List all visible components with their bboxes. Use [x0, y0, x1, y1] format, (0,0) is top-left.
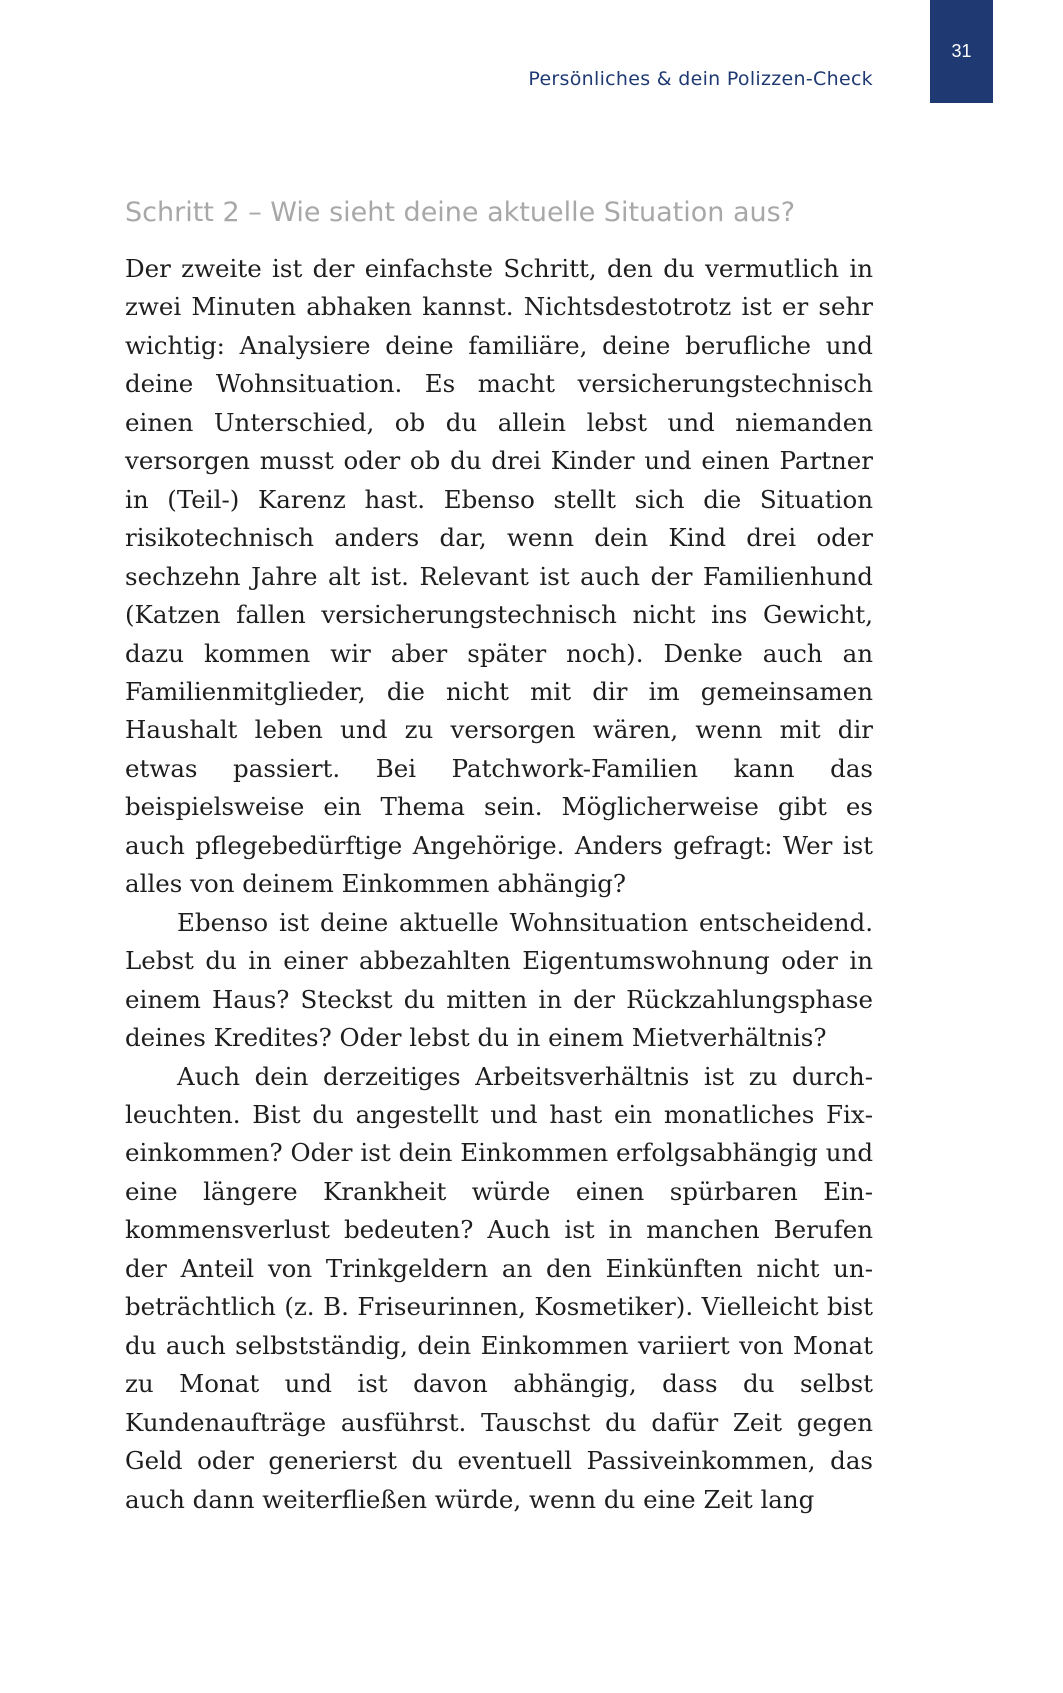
page-number-tab [930, 0, 993, 103]
page-number: 31 [951, 41, 972, 61]
paragraph-2: Ebenso ist deine aktuelle Wohnsituation entscheidend. Lebst du in einer abbezahlten Eigentumswohnung oder in einem Haus? Steckst du mitten in der Rückzahlungsphase deines Kredites? Oder lebst du in einem Mietverhältnis? [125, 907, 873, 1053]
paragraph-3: Auch dein derzeitiges Arbeitsverhältnis ist zu durchleuchten. Bist du angestellt und hast ein monatliches Fixeinkommen? Oder ist dein Einkommen erfolgsabhängig und eine längere Krankheit würde einen spürbaren Einkommensverlust bedeuten? Auch ist in manchen Berufen der Anteil von Trinkgeldern an den Einkünften nicht unbeträchtlich (z. B. Friseurinnen, Kosmetiker). Vielleicht bist du auch selbstständig, dein Einkommen variiert von Monat zu Monat und ist davon abhängig, dass du selbst Kundenaufträge ausführst. Tauschst du dafür Zeit gegen Geld oder generierst du eventuell Passiveinkommen, das auch dann weiterfließen würde, wenn du eine Zeit lang [125, 1061, 873, 1514]
running-header-title: Persönliches & dein Polizzen-Check [528, 68, 873, 90]
section-heading: Schritt 2 – Wie sieht deine aktuelle Situation aus? [125, 197, 796, 228]
body-text [125, 250, 873, 1519]
paragraph-1: Der zweite ist der einfachste Schritt, den du vermutlich in zwei Minuten abhaken kannst. Nichtsdestotrotz ist er sehr wichtig: Analysiere deine familiäre, deine berufliche und deine Wohnsituation. Es macht versicherungstechnisch einen Unterschied, ob du allein lebst und niemanden versorgen musst oder ob du drei Kinder und einen Partner in (Teil-) Karenz hast. Ebenso stellt sich die Situation risikotechnisch anders dar, wenn dein Kind drei oder sechzehn Jahre alt ist. Relevant ist auch der Familienhund (Katzen fallen versicherungstechnisch nicht ins Gewicht, dazu kommen wir aber später noch). Denke auch an Familienmitglieder, die nicht mit dir im gemeinsamen Haushalt leben und zu versorgen wären, wenn mit dir etwas passiert. Bei Patchwork-Familien kann das beispielsweise ein Thema sein. Möglicherweise gibt es auch pflegebedürftige Angehörige. Anders gefragt: Wer ist alles von deinem Einkommen abhängig? [125, 254, 873, 899]
